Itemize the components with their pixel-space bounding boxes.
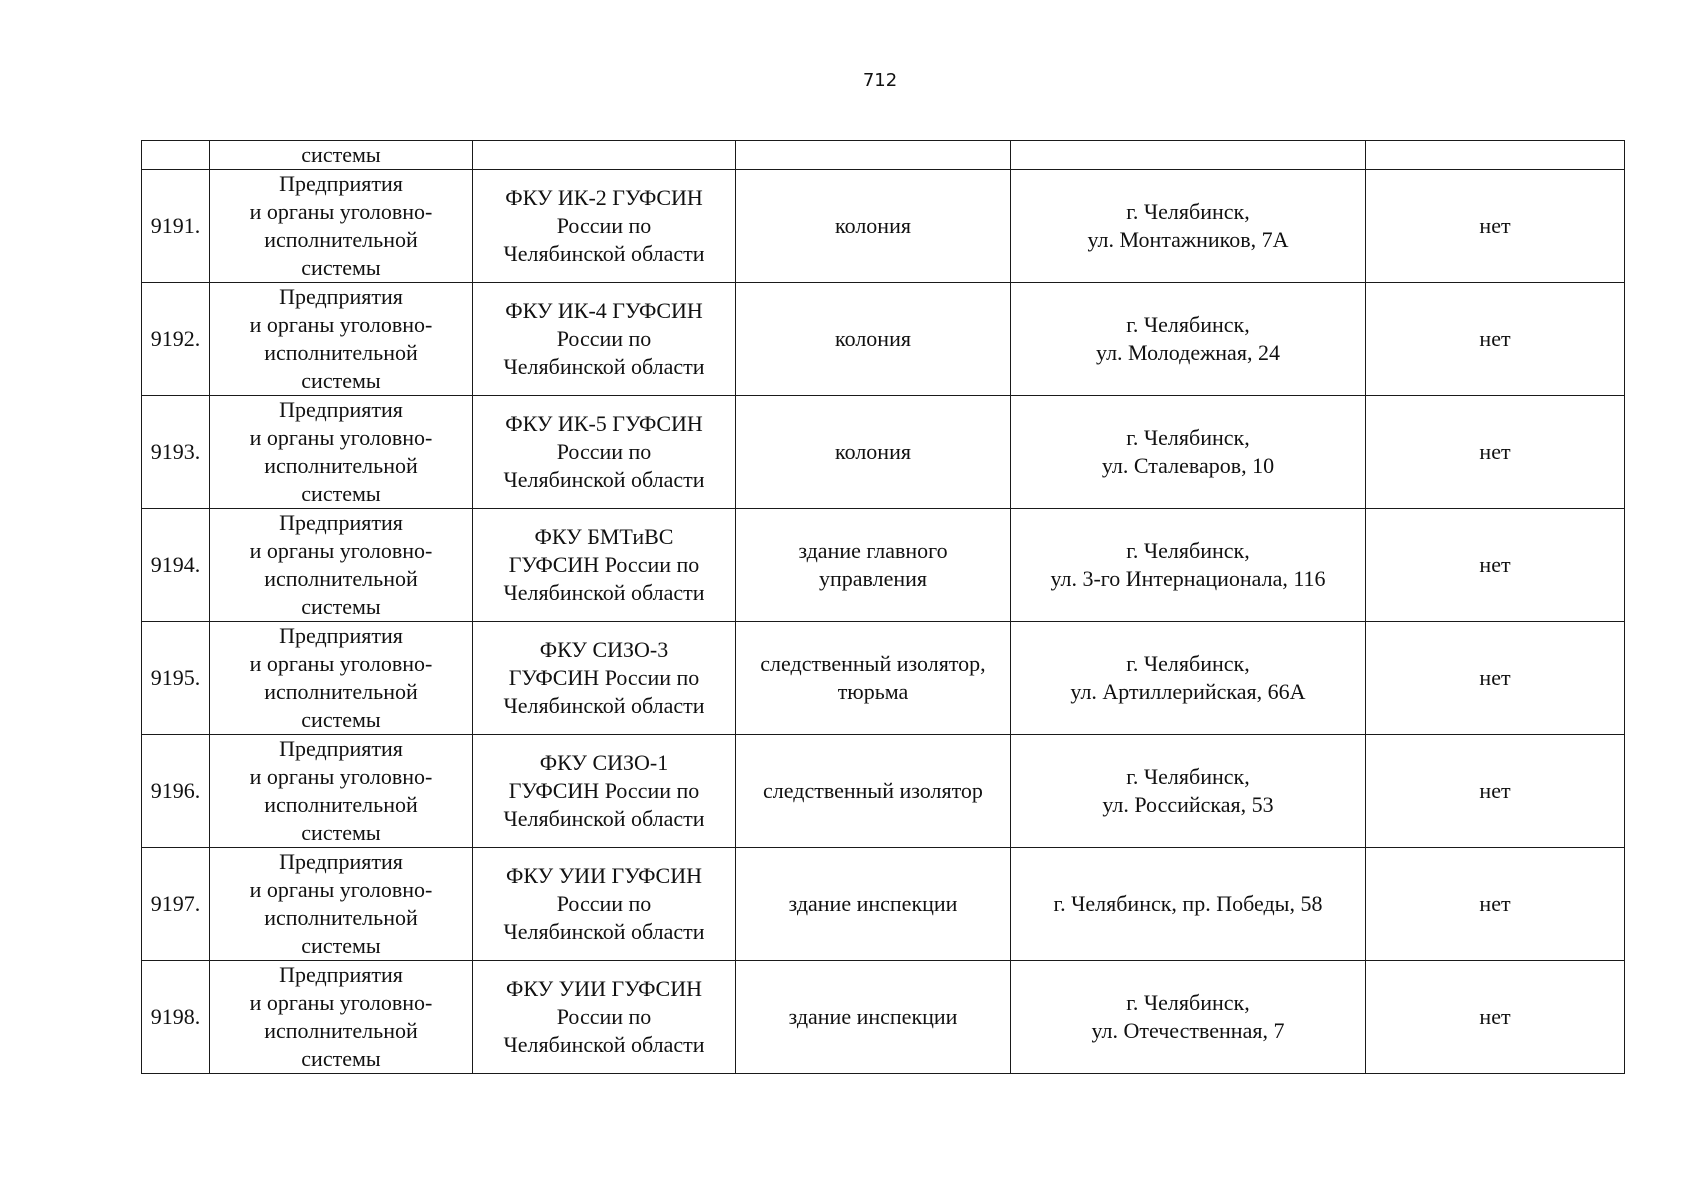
cell-category: Предприятия и органы уголовно- исполнительной системы	[210, 509, 473, 622]
cell-category: системы	[210, 141, 473, 170]
table-row	[142, 735, 1625, 848]
cell-flag: нет	[1366, 396, 1625, 509]
cell-category: Предприятия и органы уголовно- исполнительной системы	[210, 622, 473, 735]
cell-organization: ФКУ СИЗО-3 ГУФСИН России по Челябинской области	[473, 622, 736, 735]
cell-flag: нет	[1366, 848, 1625, 961]
cell-organization: ФКУ ИК-4 ГУФСИН России по Челябинской области	[473, 283, 736, 396]
table-row	[142, 396, 1625, 509]
cell-number	[142, 141, 210, 170]
table-row	[142, 283, 1625, 396]
cell-category: Предприятия и органы уголовно- исполнительной системы	[210, 735, 473, 848]
cell-category: Предприятия и органы уголовно- исполнительной системы	[210, 396, 473, 509]
cell-number: 9193.	[142, 396, 210, 509]
table-row-continuation	[142, 141, 1625, 170]
cell-address: г. Челябинск, ул. Отечественная, 7	[1011, 961, 1366, 1074]
cell-category: Предприятия и органы уголовно- исполнительной системы	[210, 283, 473, 396]
registry-table	[141, 140, 1625, 1074]
cell-flag: нет	[1366, 509, 1625, 622]
cell-flag: нет	[1366, 622, 1625, 735]
cell-organization: ФКУ ИК-2 ГУФСИН России по Челябинской области	[473, 170, 736, 283]
table-row	[142, 622, 1625, 735]
cell-number: 9192.	[142, 283, 210, 396]
cell-organization: ФКУ УИИ ГУФСИН России по Челябинской области	[473, 961, 736, 1074]
cell-organization: ФКУ БМТиВС ГУФСИН России по Челябинской области	[473, 509, 736, 622]
cell-address: г. Челябинск, ул. Молодежная, 24	[1011, 283, 1366, 396]
cell-object-type: колония	[736, 396, 1011, 509]
table-row	[142, 509, 1625, 622]
table-row	[142, 170, 1625, 283]
cell-organization: ФКУ УИИ ГУФСИН России по Челябинской области	[473, 848, 736, 961]
cell-address: г. Челябинск, ул. Артиллерийская, 66А	[1011, 622, 1366, 735]
cell-object-type: колония	[736, 283, 1011, 396]
cell-flag: нет	[1366, 961, 1625, 1074]
cell-flag: нет	[1366, 283, 1625, 396]
cell-object-type: здание инспекции	[736, 961, 1011, 1074]
cell-flag	[1366, 141, 1625, 170]
table-row	[142, 961, 1625, 1074]
cell-number: 9191.	[142, 170, 210, 283]
cell-address	[1011, 141, 1366, 170]
cell-organization	[473, 141, 736, 170]
cell-address: г. Челябинск, ул. Российская, 53	[1011, 735, 1366, 848]
table-row	[142, 848, 1625, 961]
cell-object-type: следственный изолятор, тюрьма	[736, 622, 1011, 735]
cell-number: 9195.	[142, 622, 210, 735]
cell-object-type	[736, 141, 1011, 170]
cell-organization: ФКУ ИК-5 ГУФСИН России по Челябинской области	[473, 396, 736, 509]
cell-category: Предприятия и органы уголовно- исполнительной системы	[210, 848, 473, 961]
cell-flag: нет	[1366, 170, 1625, 283]
cell-category: Предприятия и органы уголовно- исполнительной системы	[210, 961, 473, 1074]
cell-object-type: следственный изолятор	[736, 735, 1011, 848]
cell-object-type: колония	[736, 170, 1011, 283]
cell-flag: нет	[1366, 735, 1625, 848]
cell-organization: ФКУ СИЗО-1 ГУФСИН России по Челябинской области	[473, 735, 736, 848]
cell-number: 9196.	[142, 735, 210, 848]
cell-object-type: здание инспекции	[736, 848, 1011, 961]
cell-address: г. Челябинск, ул. Монтажников, 7А	[1011, 170, 1366, 283]
cell-number: 9194.	[142, 509, 210, 622]
page-number: 712	[862, 70, 898, 91]
cell-object-type: здание главного управления	[736, 509, 1011, 622]
cell-number: 9197.	[142, 848, 210, 961]
cell-address: г. Челябинск, пр. Победы, 58	[1011, 848, 1366, 961]
cell-address: г. Челябинск, ул. 3-го Интернационала, 116	[1011, 509, 1366, 622]
cell-address: г. Челябинск, ул. Сталеваров, 10	[1011, 396, 1366, 509]
cell-category: Предприятия и органы уголовно- исполнительной системы	[210, 170, 473, 283]
cell-number: 9198.	[142, 961, 210, 1074]
